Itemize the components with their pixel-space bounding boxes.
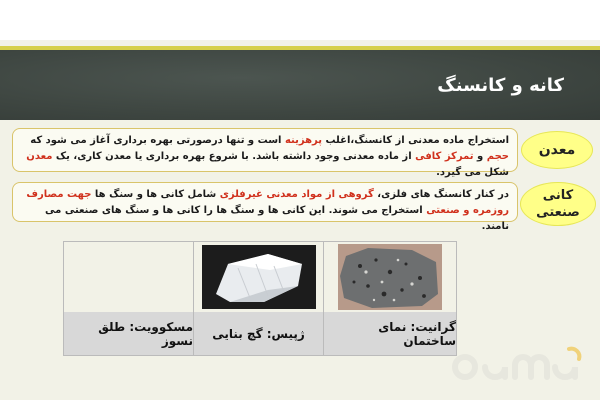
- body-text: استخراج می شوند. این کانی ها و سنگ ها را کانی ها و سنگ های صنعتی می نامند.: [45, 205, 509, 232]
- body-text: شکل می گیرد.: [436, 167, 509, 178]
- body-text: در کنار کانسنگ های فلزی،: [373, 189, 509, 200]
- highlighted-text: معدن: [26, 151, 53, 162]
- top-band: [0, 0, 600, 40]
- image-cell-gypsum: [194, 242, 324, 312]
- minerals-table: [63, 241, 457, 356]
- body-text: شامل کانی ها و سنگ ها: [91, 189, 220, 200]
- watermark-logo: [437, 343, 587, 383]
- highlighted-text: حجم: [486, 151, 509, 162]
- caption-granite: گرانیت: نمای ساختمان: [324, 312, 456, 355]
- industrial-mineral-description: [12, 182, 518, 232]
- highlighted-text: تمرکز کافی: [415, 151, 474, 162]
- mine-description: [12, 128, 518, 178]
- body-text: استخراج ماده معدنی از کانسنگ،اغلب: [321, 135, 509, 146]
- highlighted-text: گروهی از مواد معدنی غیرفلزی: [219, 189, 374, 200]
- body-text: است و تنها درصورتی بهره برداری آغاز می شود که: [30, 135, 285, 146]
- label-industrial-mineral: کانی صنعتی: [520, 182, 596, 226]
- body-text: از ماده معدنی وجود داشته باشد. با شروع بهره برداری یا معدن کاری، یک: [52, 151, 416, 162]
- caption-muscovite: مسکوویت: طلق نسوز: [64, 312, 194, 355]
- caption-gypsum: ژپیس: گچ بنایی: [194, 312, 324, 355]
- highlighted-text: جهت مصارف روزمره و صنعتی: [26, 189, 509, 216]
- slide-title: کانه و کانسنگ: [437, 75, 564, 96]
- label-mine: معدن: [521, 131, 593, 169]
- image-cell-granite: [324, 242, 456, 312]
- granite-image: [324, 242, 456, 312]
- highlighted-text: پرهزینه: [284, 135, 322, 146]
- gypsum-image: [194, 242, 324, 312]
- body-text: و: [473, 151, 487, 162]
- header-banner: [0, 50, 600, 120]
- image-cell-muscovite: [64, 242, 194, 312]
